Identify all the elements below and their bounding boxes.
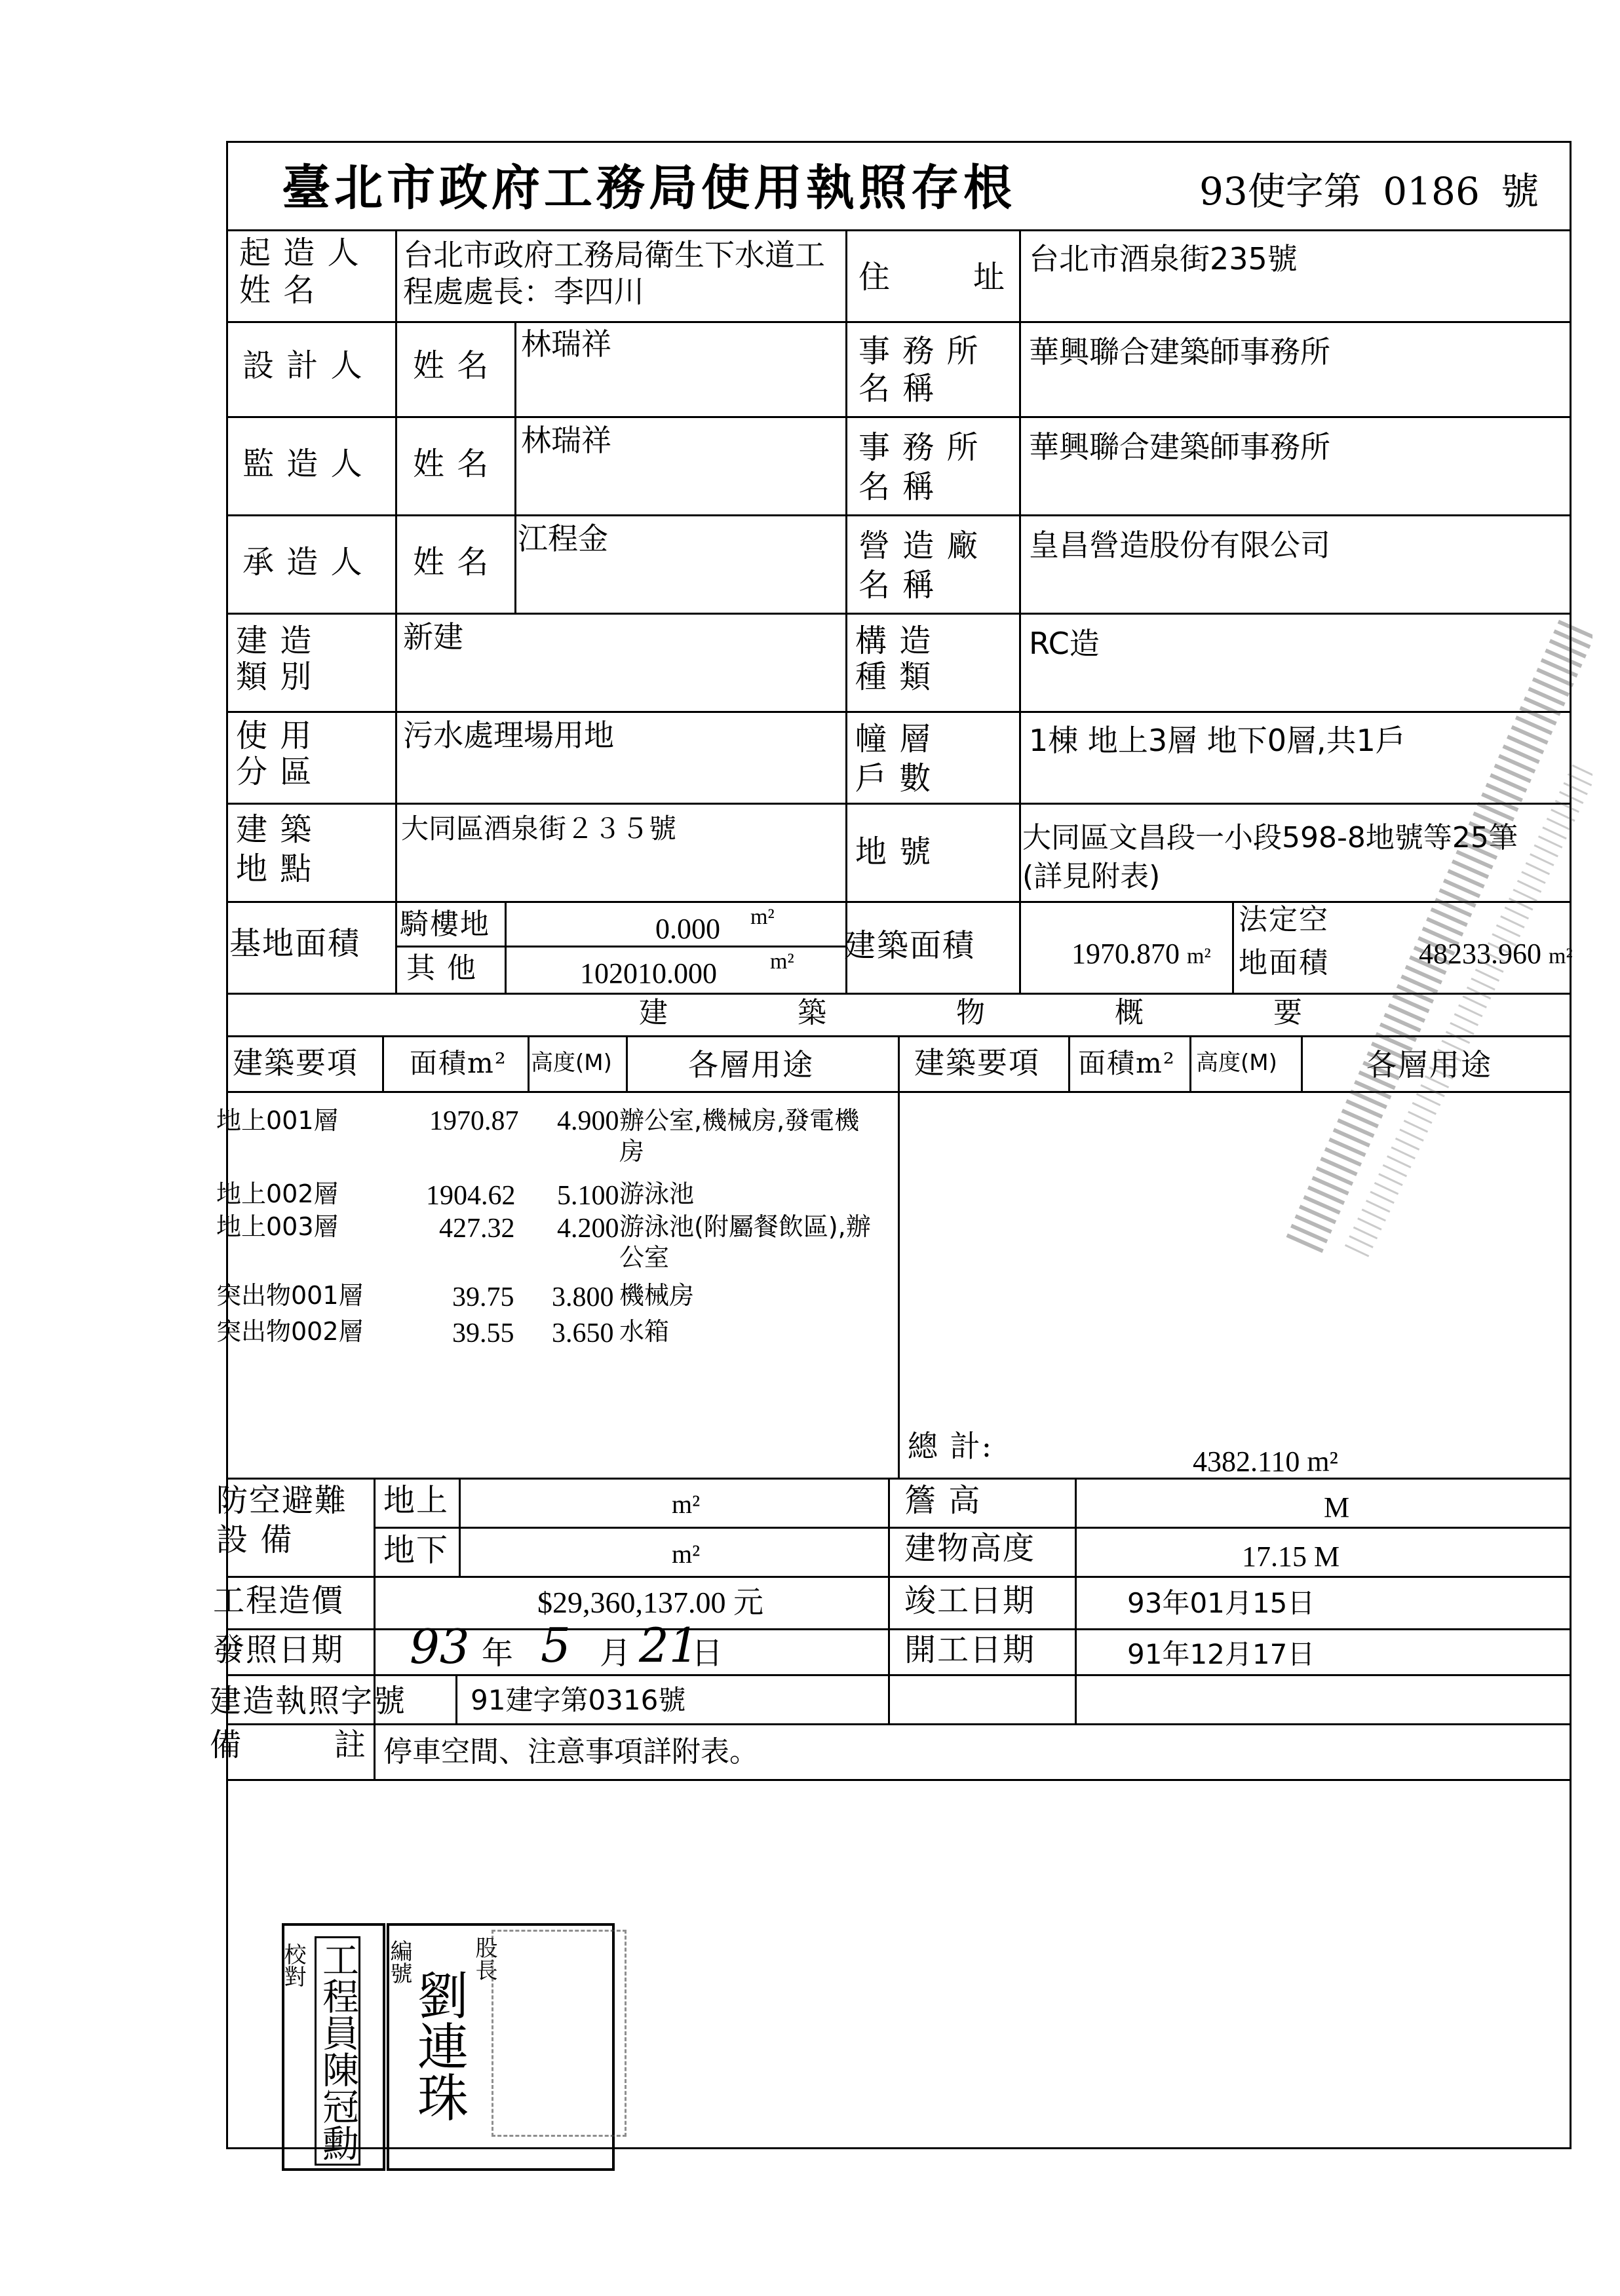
lot-label: 地 號 bbox=[855, 833, 933, 870]
building-area-unit: m² bbox=[1187, 944, 1211, 968]
scan-noise bbox=[1278, 603, 1592, 1258]
supervisor-role: 監 造 人 bbox=[242, 446, 364, 482]
structure-label-1: 構 造 bbox=[855, 622, 933, 659]
shelter-above-unit: m² bbox=[672, 1489, 701, 1519]
eave-label: 簷 高 bbox=[904, 1482, 982, 1519]
row-use: 辦公室,機械房,發電機 bbox=[619, 1106, 860, 1135]
row-use-cont: 房 bbox=[619, 1137, 645, 1166]
row-height: 3.650 bbox=[552, 1318, 614, 1349]
floors-label-2: 戶 數 bbox=[855, 760, 933, 797]
issue-month-unit: 月 bbox=[600, 1635, 633, 1672]
col-item-right: 建築要項 bbox=[914, 1045, 1040, 1081]
building-area-value bbox=[1071, 937, 1211, 972]
col-height-right: 高度(M) bbox=[1196, 1050, 1277, 1076]
applicant-label-2: 姓 名 bbox=[239, 272, 317, 309]
shelter-label-2: 設 備 bbox=[216, 1521, 294, 1558]
address-value: 台北市酒泉街235號 bbox=[1029, 241, 1298, 277]
contractor-office: 皇昌營造股份有限公司 bbox=[1029, 527, 1330, 563]
issue-day: 21 bbox=[639, 1618, 699, 1673]
col-height-left: 高度(M) bbox=[531, 1050, 612, 1076]
row-item: 地上002層 bbox=[216, 1179, 339, 1208]
row-use: 游泳池(附屬餐飲區),辦 bbox=[619, 1212, 871, 1241]
floors-label-1: 幢 層 bbox=[855, 721, 933, 757]
contractor-name: 江程金 bbox=[518, 521, 608, 556]
designer-name: 林瑞祥 bbox=[521, 326, 611, 362]
complete-value: 93年01月15日 bbox=[1127, 1587, 1315, 1619]
row-item: 地上001層 bbox=[216, 1106, 339, 1135]
office-seal-stamp bbox=[492, 1930, 627, 2137]
row-item: 突出物002層 bbox=[216, 1317, 364, 1346]
permit-label: 建造執照字號 bbox=[210, 1683, 407, 1719]
other-label: 其 他 bbox=[406, 951, 477, 985]
stamp-name: 劉連珠 bbox=[409, 1969, 468, 2122]
page-title: 臺北市政府工務局使用執照存根 bbox=[282, 160, 1016, 216]
issue-month: 5 bbox=[541, 1618, 571, 1673]
building-area-label: 建築面積 bbox=[844, 927, 976, 964]
location-value: 大同區酒泉街２３５號 bbox=[401, 813, 677, 845]
total-value: 4382.110 m² bbox=[1193, 1445, 1338, 1478]
row-height: 3.800 bbox=[552, 1282, 614, 1312]
row-area: 1970.87 bbox=[429, 1106, 519, 1136]
row-height: 5.100 bbox=[557, 1181, 619, 1211]
zoning-label-2: 分 區 bbox=[236, 754, 313, 790]
license-no: 0186 bbox=[1383, 169, 1480, 214]
open-space-number: 48233.960 bbox=[1419, 938, 1541, 970]
permit-value: 91建字第0316號 bbox=[471, 1684, 686, 1716]
start-value: 91年12月17日 bbox=[1127, 1638, 1315, 1670]
row-area: 39.75 bbox=[452, 1282, 514, 1312]
structure-value: RC造 bbox=[1029, 626, 1100, 661]
building-area-number: 1970.870 bbox=[1071, 938, 1180, 970]
supervisor-office: 華興聯合建築師事務所 bbox=[1029, 429, 1330, 465]
row-item: 地上003層 bbox=[216, 1212, 339, 1241]
eave-value: M bbox=[1324, 1491, 1350, 1523]
row-area: 427.32 bbox=[439, 1214, 515, 1244]
shelter-label-1: 防空避難 bbox=[216, 1482, 348, 1519]
lot-value-2: (詳見附表) bbox=[1022, 860, 1161, 893]
row-use: 游泳池 bbox=[619, 1179, 695, 1208]
col-area-left: 面積m² bbox=[410, 1047, 507, 1079]
designer-name-label: 姓 名 bbox=[413, 347, 490, 384]
cost-value: $29,360,137.00 元 bbox=[537, 1586, 763, 1619]
open-space-unit: m² bbox=[1549, 944, 1573, 968]
row-area: 39.55 bbox=[452, 1318, 514, 1349]
lot-value-1: 大同區文昌段一小段598-8地號等25筆 bbox=[1022, 821, 1518, 854]
col-area-right: 面積m² bbox=[1078, 1047, 1176, 1079]
row-area: 1904.62 bbox=[426, 1181, 516, 1211]
zoning-value: 污水處理場用地 bbox=[403, 718, 614, 753]
issue-day-unit: 日 bbox=[691, 1635, 725, 1672]
designer-office-label-2: 名 稱 bbox=[858, 370, 936, 407]
col-use-right: 各層用途 bbox=[1366, 1047, 1492, 1082]
supervisor-name-label: 姓 名 bbox=[413, 446, 490, 482]
open-space-label-1: 法定空 bbox=[1239, 903, 1329, 936]
zoning-label-1: 使 用 bbox=[236, 718, 313, 754]
contractor-name-label: 姓 名 bbox=[413, 544, 490, 581]
row-use: 水箱 bbox=[619, 1317, 670, 1346]
designer-office: 華興聯合建築師事務所 bbox=[1029, 334, 1330, 370]
address-label-1: 住 bbox=[858, 259, 892, 296]
applicant-value-2: 程處處長：李四川 bbox=[403, 274, 644, 309]
row-height: 4.200 bbox=[557, 1214, 619, 1244]
row-use: 機械房 bbox=[619, 1281, 695, 1310]
supervisor-office-label-2: 名 稱 bbox=[858, 469, 936, 505]
applicant-label-1: 起 造 人 bbox=[239, 235, 360, 271]
stamp-chief: 股長 bbox=[471, 1936, 497, 1981]
arcade-unit: m² bbox=[750, 905, 775, 929]
col-use-left: 各層用途 bbox=[688, 1047, 814, 1082]
contractor-office-label-1: 營 造 廠 bbox=[858, 527, 980, 564]
bheight-label: 建物高度 bbox=[904, 1530, 1036, 1567]
designer-office-label-1: 事 務 所 bbox=[858, 333, 980, 370]
supervisor-office-label-1: 事 務 所 bbox=[858, 429, 980, 466]
total-label: 總 計: bbox=[908, 1428, 993, 1464]
license-prefix: 93使字第 bbox=[1199, 169, 1362, 214]
arcade-value: 0.000 bbox=[655, 913, 720, 945]
col-item-left: 建築要項 bbox=[233, 1045, 358, 1081]
cost-label: 工程造價 bbox=[213, 1582, 345, 1619]
floors-value: 1棟 地上3層 地下0層,共1戶 bbox=[1029, 723, 1406, 758]
license-suffix: 號 bbox=[1501, 169, 1539, 214]
location-label-1: 建 築 bbox=[236, 811, 313, 848]
complete-label: 竣工日期 bbox=[904, 1582, 1036, 1619]
remark-label-2: 註 bbox=[334, 1727, 368, 1763]
arcade-label: 騎樓地 bbox=[400, 908, 490, 941]
issue-year-unit: 年 bbox=[482, 1635, 515, 1672]
stamp-number: 編號 bbox=[386, 1940, 412, 1984]
row-height: 4.900 bbox=[557, 1106, 619, 1136]
bheight-value: 17.15 M bbox=[1242, 1540, 1340, 1573]
stamp-engineer: 工程員陳冠勳 bbox=[315, 1936, 360, 2166]
shelter-below-label: 地下 bbox=[383, 1532, 450, 1569]
building-type-value: 新建 bbox=[403, 619, 463, 655]
remark-value: 停車空間、注意事項詳附表。 bbox=[383, 1735, 758, 1769]
remark-label-1: 備 bbox=[210, 1727, 243, 1763]
shelter-below-unit: m² bbox=[672, 1539, 701, 1569]
structure-label-2: 種 類 bbox=[855, 659, 933, 695]
row-use-cont: 公室 bbox=[619, 1243, 670, 1272]
row-item: 突出物001層 bbox=[216, 1281, 364, 1310]
open-space-label-2: 地面積 bbox=[1239, 946, 1329, 980]
other-unit: m² bbox=[770, 949, 794, 974]
applicant-value-1: 台北市政府工務局衛生下水道工 bbox=[403, 237, 825, 273]
other-value: 102010.000 bbox=[580, 957, 717, 989]
start-label: 開工日期 bbox=[904, 1632, 1036, 1668]
stamp-proofread: 校對 bbox=[280, 1943, 306, 1987]
issue-label: 發照日期 bbox=[213, 1632, 345, 1668]
overview-title: 建 築 物 概 要 bbox=[639, 996, 1303, 1029]
contractor-office-label-2: 名 稱 bbox=[858, 567, 936, 603]
building-type-label-2: 類 別 bbox=[236, 659, 313, 695]
site-area-label: 基地面積 bbox=[229, 925, 361, 962]
address-label-2: 址 bbox=[973, 259, 1007, 296]
designer-role: 設 計 人 bbox=[242, 347, 364, 384]
building-type-label-1: 建 造 bbox=[236, 622, 313, 659]
issue-year: 93 bbox=[410, 1619, 470, 1674]
location-label-2: 地 點 bbox=[236, 851, 313, 887]
contractor-role: 承 造 人 bbox=[242, 544, 364, 581]
shelter-above-label: 地上 bbox=[383, 1482, 450, 1519]
supervisor-name: 林瑞祥 bbox=[521, 423, 611, 458]
license-number bbox=[1199, 169, 1539, 215]
